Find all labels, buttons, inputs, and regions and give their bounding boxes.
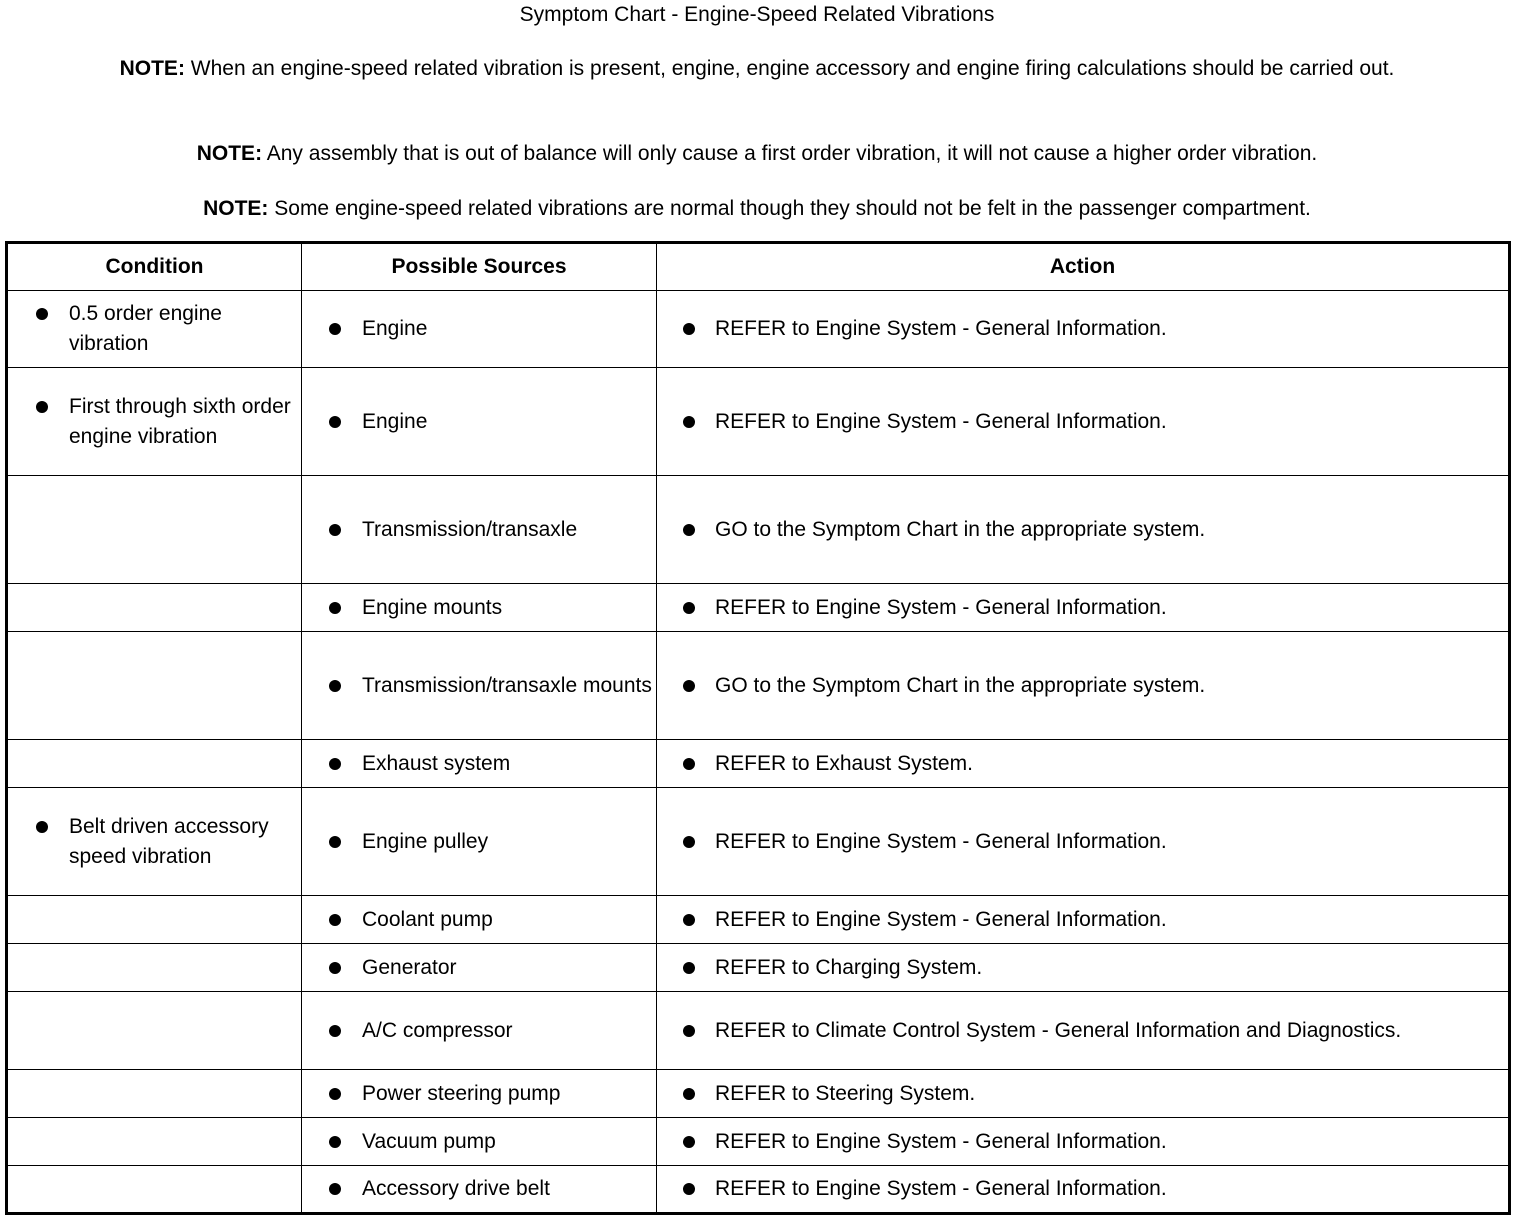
note-3	[12, 194, 1502, 224]
note-text: Some engine-speed related vibrations are normal though they should not be felt in the passenger compartment.	[268, 197, 1311, 220]
action-text: REFER to Engine System - General Information.	[715, 829, 1167, 853]
condition-cell	[7, 632, 302, 740]
source-text: Engine mounts	[362, 595, 503, 619]
source-cell	[302, 476, 657, 584]
source-cell	[302, 584, 657, 632]
bullet-icon	[683, 1088, 695, 1100]
note-1	[12, 54, 1502, 84]
action-cell	[657, 368, 1510, 476]
source-cell	[302, 291, 657, 368]
action-cell	[657, 992, 1510, 1070]
header-possible-sources: Possible Sources	[302, 243, 657, 291]
action-text: REFER to Engine System - General Information.	[715, 907, 1167, 931]
bullet-icon	[683, 416, 695, 428]
bullet-icon	[329, 416, 341, 428]
action-text: REFER to Exhaust System.	[715, 751, 973, 775]
source-text: A/C compressor	[362, 1018, 513, 1042]
table-header-row	[7, 243, 1510, 291]
table-row	[7, 368, 1510, 476]
source-cell	[302, 368, 657, 476]
source-text: Transmission/transaxle mounts	[362, 673, 652, 697]
condition-text: Belt driven accessory speed vibration	[69, 814, 269, 868]
condition-cell	[7, 944, 302, 992]
action-text: REFER to Charging System.	[715, 955, 983, 979]
table-row	[7, 584, 1510, 632]
table-row	[7, 944, 1510, 992]
condition-cell	[7, 1118, 302, 1166]
table-row	[7, 896, 1510, 944]
bullet-icon	[683, 758, 695, 770]
source-cell	[302, 632, 657, 740]
table-row	[7, 632, 1510, 740]
action-cell	[657, 1118, 1510, 1166]
action-cell	[657, 896, 1510, 944]
note-label: NOTE:	[203, 197, 269, 220]
bullet-icon	[36, 821, 48, 833]
bullet-icon	[683, 1025, 695, 1037]
table-row	[7, 1070, 1510, 1118]
source-cell	[302, 740, 657, 788]
bullet-icon	[329, 962, 341, 974]
bullet-icon	[329, 1183, 341, 1195]
symptom-chart-table	[5, 241, 1511, 1215]
source-cell	[302, 896, 657, 944]
action-text: REFER to Engine System - General Information.	[715, 1129, 1167, 1153]
action-cell	[657, 788, 1510, 896]
action-cell	[657, 584, 1510, 632]
page-title: Symptom Chart - Engine-Speed Related Vibrations	[519, 3, 995, 26]
bullet-icon	[329, 602, 341, 614]
action-text: REFER to Engine System - General Information.	[715, 409, 1167, 433]
condition-cell	[7, 1070, 302, 1118]
note-text: Any assembly that is out of balance will only cause a first order vibration, it will not cause a higher order vibration.	[262, 142, 1318, 165]
bullet-icon	[683, 602, 695, 614]
bullet-icon	[329, 758, 341, 770]
bullet-icon	[683, 962, 695, 974]
table-row	[7, 788, 1510, 896]
action-cell	[657, 476, 1510, 584]
note-label: NOTE:	[119, 57, 185, 80]
source-text: Coolant pump	[362, 907, 493, 931]
note-text: When an engine-speed related vibration is present, engine, engine accessory and engine firing calculations should be carried out.	[184, 57, 1395, 80]
action-cell	[657, 944, 1510, 992]
bullet-icon	[329, 524, 341, 536]
bullet-icon	[329, 323, 341, 335]
source-text: Generator	[362, 955, 457, 979]
bullet-icon	[329, 836, 341, 848]
condition-cell	[7, 992, 302, 1070]
condition-cell	[7, 1166, 302, 1214]
table-row	[7, 992, 1510, 1070]
source-text: Exhaust system	[362, 751, 511, 775]
action-cell	[657, 291, 1510, 368]
table-row	[7, 476, 1510, 584]
source-text: Power steering pump	[362, 1081, 561, 1105]
source-cell	[302, 1070, 657, 1118]
action-text: GO to the Symptom Chart in the appropriate system.	[715, 673, 1206, 697]
action-text: REFER to Engine System - General Information.	[715, 317, 1167, 340]
source-cell	[302, 944, 657, 992]
action-text: GO to the Symptom Chart in the appropriate system.	[715, 517, 1206, 541]
condition-cell	[7, 896, 302, 944]
note-label: NOTE:	[196, 142, 263, 165]
bullet-icon	[329, 914, 341, 926]
condition-cell	[7, 368, 302, 476]
source-text: Accessory drive belt	[362, 1177, 550, 1200]
action-text: REFER to Engine System - General Information.	[715, 1177, 1167, 1200]
bullet-icon	[329, 1136, 341, 1148]
action-text: REFER to Steering System.	[715, 1081, 976, 1105]
action-text: REFER to Engine System - General Information.	[715, 595, 1167, 619]
action-cell	[657, 740, 1510, 788]
bullet-icon	[36, 308, 48, 320]
bullet-icon	[329, 1025, 341, 1037]
action-cell	[657, 632, 1510, 740]
condition-cell	[7, 291, 302, 368]
condition-cell	[7, 476, 302, 584]
action-cell	[657, 1070, 1510, 1118]
source-text: Engine pulley	[362, 829, 489, 853]
bullet-icon	[683, 680, 695, 692]
bullet-icon	[683, 836, 695, 848]
bullet-icon	[329, 680, 341, 692]
action-text: REFER to Climate Control System - General Information and Diagnostics.	[715, 1018, 1402, 1042]
source-cell	[302, 788, 657, 896]
source-cell	[302, 1118, 657, 1166]
source-text: Transmission/transaxle	[362, 517, 578, 541]
table-row	[7, 1118, 1510, 1166]
bullet-icon	[683, 1136, 695, 1148]
source-cell	[302, 992, 657, 1070]
bullet-icon	[329, 1088, 341, 1100]
table-row	[7, 1166, 1510, 1214]
condition-text: 0.5 order engine vibration	[69, 302, 222, 355]
bullet-icon	[36, 401, 48, 413]
table-row	[7, 740, 1510, 788]
table-row	[7, 291, 1510, 368]
condition-cell	[7, 788, 302, 896]
condition-text: First through sixth order engine vibration	[69, 394, 291, 448]
bullet-icon	[683, 323, 695, 335]
bullet-icon	[683, 524, 695, 536]
action-cell	[657, 1166, 1510, 1214]
bullet-icon	[683, 914, 695, 926]
header-condition: Condition	[7, 243, 302, 291]
note-2	[12, 139, 1502, 169]
condition-cell	[7, 740, 302, 788]
header-action: Action	[657, 243, 1510, 291]
condition-cell	[7, 584, 302, 632]
bullet-icon	[683, 1183, 695, 1195]
source-cell	[302, 1166, 657, 1214]
source-text: Engine	[362, 317, 428, 340]
source-text: Vacuum pump	[362, 1129, 496, 1153]
source-text: Engine	[362, 409, 428, 433]
